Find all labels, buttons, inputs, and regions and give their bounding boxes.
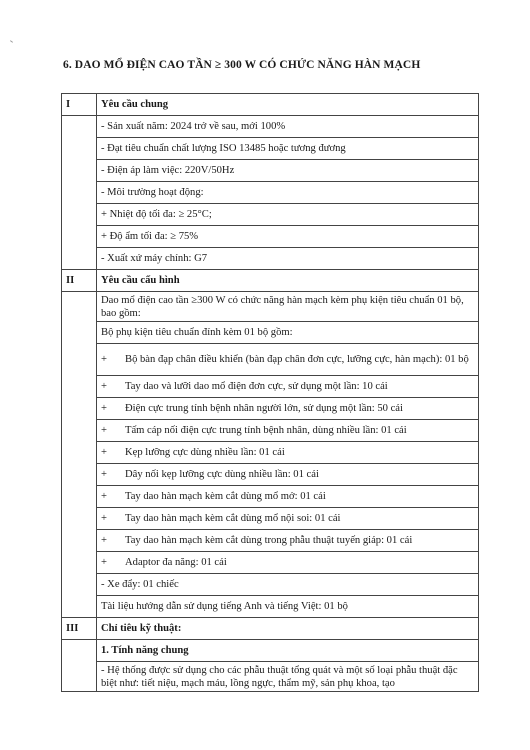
plus-marker: + [101,447,107,458]
empty-cell [62,204,97,226]
accessory-text: Adaptor đa năng: 01 cái [125,557,227,568]
empty-cell [62,248,97,270]
empty-cell [62,464,97,486]
plus-marker: + [101,491,107,502]
spec-row: - Xuất xứ máy chính: G7 [97,248,479,270]
table-row [62,552,479,574]
accessory-text: Điện cực trung tính bệnh nhân người lớn, sử dụng một lần: 50 cái [125,403,403,414]
spec-row: + Độ ẩm tối đa: ≥ 75% [97,226,479,248]
table-row [62,442,479,464]
accessory-item [97,530,479,552]
empty-cell [62,292,97,322]
table-row [62,508,479,530]
empty-cell [62,160,97,182]
empty-cell [62,322,97,344]
section-iii-header-row [62,618,479,640]
empty-cell [62,398,97,420]
empty-cell [62,640,97,662]
spec-row: - Sản xuất năm: 2024 trở về sau, mới 100% [97,116,479,138]
plus-marker: + [101,557,107,568]
section-ii-header-row [62,270,479,292]
section-i-number-cell [62,116,97,138]
spec-row: - Đạt tiêu chuẩn chất lượng ISO 13485 hoặc tương đương [97,138,479,160]
section-ii-number: II [62,270,97,292]
accessory-text: Tay dao hàn mạch kèm cắt dùng mổ nội soi: 01 cái [125,513,341,524]
accessory-item [97,464,479,486]
empty-cell [62,530,97,552]
trolley-row: - Xe đẩy: 01 chiếc [97,574,479,596]
accessory-item [97,552,479,574]
table-row [62,116,479,138]
table-row [62,376,479,398]
spec-row: - Môi trường hoạt động: [97,182,479,204]
accessory-text: Tay dao hàn mạch kèm cắt dùng trong phẫu thuật tuyến giáp: 01 cái [125,535,413,546]
accessory-item [97,486,479,508]
plus-marker: + [101,425,107,436]
table-row [62,322,479,344]
table-row [62,138,479,160]
table-row [62,530,479,552]
empty-cell [62,552,97,574]
section-ii-title: Yêu cầu cấu hình [97,270,479,292]
accessory-item [97,376,479,398]
accessory-text: Tay dao và lưỡi dao mổ điện đơn cực, sử dụng một lần: 10 cái [125,381,388,392]
table-row [62,344,479,376]
config-subtitle: Bộ phụ kiện tiêu chuẩn đính kèm 01 bộ gồm: [97,322,479,344]
accessory-item [97,344,479,376]
accessory-item [97,442,479,464]
table-row [62,420,479,442]
spec-table [61,93,479,692]
table-row [62,486,479,508]
empty-cell [62,508,97,530]
empty-cell [62,138,97,160]
table-row [62,464,479,486]
plus-marker: + [101,381,107,392]
plus-marker: + [101,535,107,546]
section-i-title: Yêu cầu chung [97,94,479,116]
table-row [62,640,479,662]
accessory-text: Bộ bàn đạp chân điều khiển (bàn đạp chân đơn cực, lưỡng cực, hàn mạch): 01 bộ [125,354,469,365]
table-row [62,574,479,596]
table-row [62,204,479,226]
empty-cell [62,596,97,618]
plus-marker: + [101,469,107,480]
section-i-header-row [62,94,479,116]
manual-row: Tài liệu hướng dẫn sử dụng tiếng Anh và tiếng Việt: 01 bộ [97,596,479,618]
plus-marker: + [101,354,107,365]
accessory-item [97,398,479,420]
spec-row: - Điện áp làm việc: 220V/50Hz [97,160,479,182]
scan-speck [10,40,13,43]
empty-cell [62,420,97,442]
table-row [62,662,479,692]
table-row [62,182,479,204]
empty-cell [62,182,97,204]
accessory-text: Tấm cáp nối điện cực trung tính bệnh nhân, dùng nhiều lần: 01 cái [125,425,407,436]
empty-cell [62,376,97,398]
table-row [62,292,479,322]
plus-marker: + [101,513,107,524]
plus-marker: + [101,403,107,414]
document-heading: 6. DAO MỔ ĐIỆN CAO TẦN ≥ 300 W CÓ CHỨC NĂNG HÀN MẠCH [63,59,421,71]
accessory-item [97,508,479,530]
empty-cell [62,662,97,692]
table-row [62,160,479,182]
table-row [62,248,479,270]
spec-row: + Nhiệt độ tối đa: ≥ 25°C; [97,204,479,226]
accessory-item [97,420,479,442]
general-features-text: - Hệ thống được sử dụng cho các phẫu thuật tổng quát và một số loại phẫu thuật đặc biệt như: tiết niệu, mạch máu, lồng ngực, thẩm mỹ, sản phụ khoa, tạo [97,662,479,692]
table-row [62,596,479,618]
table-row [62,226,479,248]
empty-cell [62,486,97,508]
section-i-number: I [62,94,97,116]
empty-cell [62,344,97,376]
accessory-text: Tay dao hàn mạch kèm cắt dùng mổ mở: 01 cái [125,491,326,502]
section-iii-number: III [62,618,97,640]
section-iii-title: Chỉ tiêu kỹ thuật: [97,618,479,640]
sub-title: 1. Tính năng chung [97,640,479,662]
accessory-text: Dây nối kẹp lưỡng cực dùng nhiều lần: 01 cái [125,469,319,480]
empty-cell [62,442,97,464]
table-row [62,398,479,420]
empty-cell [62,574,97,596]
config-intro: Dao mổ điện cao tần ≥300 W có chức năng hàn mạch kèm phụ kiện tiêu chuẩn 01 bộ, bao gồm: [97,292,479,322]
accessory-text: Kẹp lưỡng cực dùng nhiều lần: 01 cái [125,447,285,458]
empty-cell [62,226,97,248]
